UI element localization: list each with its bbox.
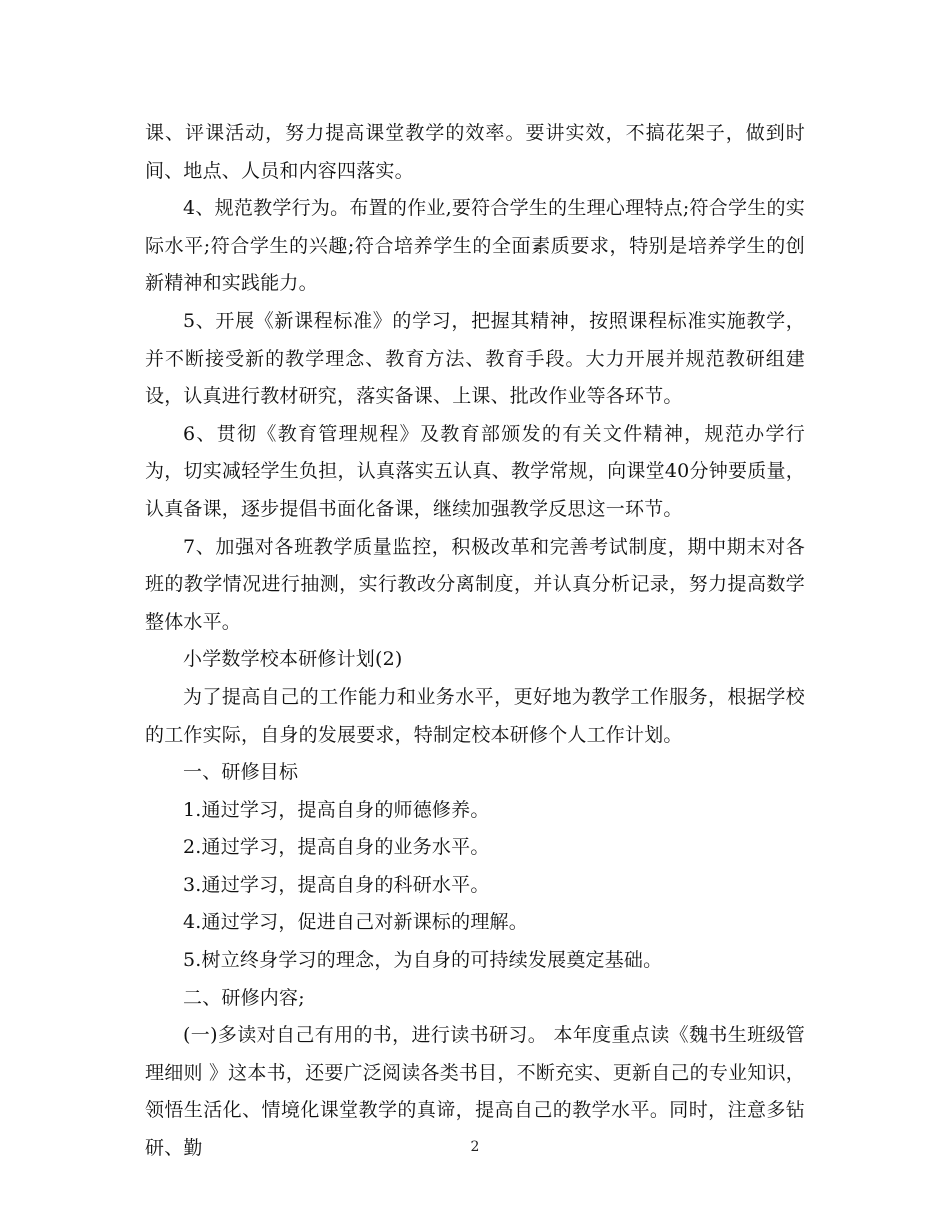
section-title: 小学数学校本研修计划(2): [183, 648, 403, 671]
content-item-1: (一)多读对自己有用的书，进行读书研习。 本年度重点读《魏书生班级管理细则 》这本书，还要广泛阅读各类书目，不断充实、更新自己的专业知识，领悟生活化、情境化课堂教学的真谛，提高自己的教学水平。同时，注意多钻研、勤: [145, 1024, 805, 1160]
paragraph-item-5: 5、开展《新课程标准》的学习，把握其精神，按照课程标准实施教学，并不断接受新的教学理念、教育方法、教育手段。大力开展并规范教研组建设，认真进行教材研究，落实备课、上课、批改作业等各环节。: [145, 309, 805, 408]
document-body: [145, 115, 805, 1168]
goal-item-5: 5.树立终身学习的理念，为自身的可持续发展奠定基础。: [183, 949, 663, 972]
goal-item-2: 2.通过学习，提高自身的业务水平。: [183, 836, 490, 859]
paragraph-item-7: 7、加强对各班教学质量监控，积极改革和完善考试制度，期中期末对各班的教学情况进行抽测，实行教改分离制度，并认真分析记录，努力提高数学整体水平。: [145, 535, 805, 633]
paragraph-item-6: 6、贯彻《教育管理规程》及教育部颁发的有关文件精神，规范办学行为，切实减轻学生负担，认真落实五认真、教学常规，向课堂40分钟要质量，认真备课，逐步提倡书面化备课，继续加强教学反思这一环节。: [145, 422, 805, 520]
page-number: 2: [470, 1139, 480, 1155]
goal-item-3: 3.通过学习，提高自身的科研水平。: [183, 873, 490, 896]
heading-goals: 一、研修目标: [183, 761, 299, 784]
paragraph-item-4: 4、规范教学行为。布置的作业,要符合学生的生理心理特点;符合学生的实际水平;符合学生的兴趣;符合培养学生的全面素质要求，特别是培养学生的创新精神和实践能力。: [145, 197, 805, 295]
paragraph-continuation: 课、评课活动，努力提高课堂教学的效率。要讲实效，不搞花架子，做到时间、地点、人员和内容四落实。: [145, 122, 805, 182]
intro-paragraph: 为了提高自己的工作能力和业务水平，更好地为教学工作服务，根据学校的工作实际，自身的发展要求，特制定校本研修个人工作计划。: [145, 685, 805, 746]
goal-item-4: 4.通过学习，促进自己对新课标的理解。: [183, 911, 528, 934]
heading-content: 二、研修内容;: [183, 986, 305, 1009]
goal-item-1: 1.通过学习，提高自身的师德修养。: [183, 798, 490, 821]
